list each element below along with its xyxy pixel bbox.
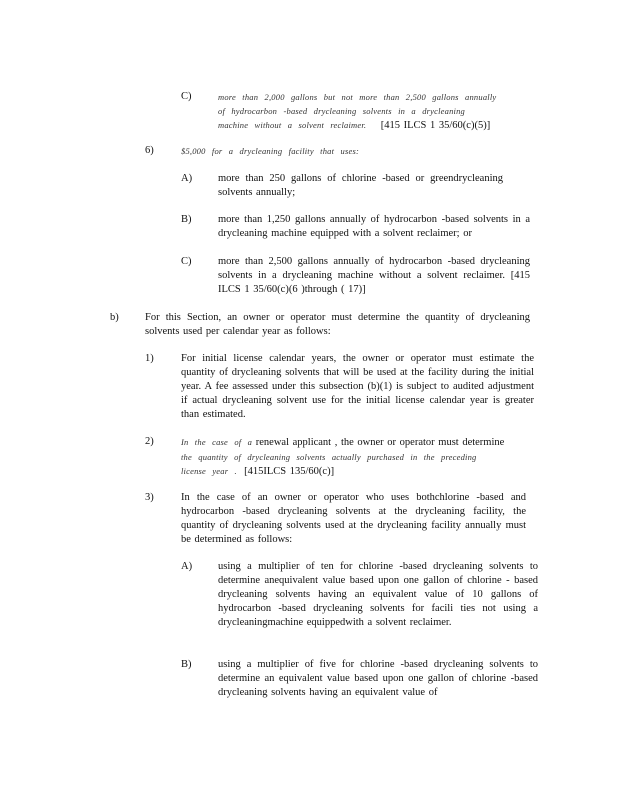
- statutory-paragraph: [181, 144, 521, 158]
- paragraph: more than 2,500 gallons annually of hydrocarbon -based drycleaning solvents in a drycleaning machine without a solvent reclaimer. [415 ILCS 1 35/60(c)(6 )through ( 17)]: [218, 256, 530, 295]
- paragraph: For initial license calendar years, the owner or operator must estimate the quantity of drycleaning solvents that will be used at the facility during the initial year. A fee assessed under this subsection (b)(1) is subject to audited adjustment if actual drycleaning solvent use for the initial license calendar year is greater than estimated.: [181, 353, 534, 420]
- text-line: In the case of a: [181, 437, 253, 447]
- text-line: machine without a solvent reclaimer.: [218, 120, 367, 130]
- text-line: renewal applicant , the owner or operator must determine: [255, 437, 505, 448]
- paragraph: more than 250 gallons of chlorine -based or greendrycleaning solvents annually;: [218, 173, 503, 198]
- paragraph: using a multiplier of ten for chlorine -based drycleaning solvents to determine anequivalent value based upon one gallon of chlorine - based drycleaning solvents having an equivalent value of 10 gallons of hydrocarbon -based drycleaning solvents for facili ties not using a drycleaningmachine equippedwith a solvent reclaimer.: [218, 561, 538, 628]
- statutory-paragraph: [181, 435, 534, 479]
- item-label: A): [181, 561, 193, 572]
- text-line: the quantity of drycleaning solvents actually purchased in the preceding: [181, 452, 477, 462]
- paragraph: For this Section, an owner or operator must determine the quantity of drycleaning solvents used per calendar year as follows:: [145, 312, 530, 337]
- statutory-paragraph: [218, 90, 530, 133]
- item-label: C): [181, 256, 192, 267]
- item-label: 3): [145, 492, 154, 503]
- text-line: more than 2,000 gallons but not more than 2,500 gallons annually: [218, 92, 497, 102]
- citation: [415ILCS 135/60(c)]: [244, 466, 335, 477]
- item-label: 1): [145, 353, 154, 364]
- item-label: 2): [145, 436, 154, 447]
- text-line: license year .: [181, 466, 237, 476]
- item-label: A): [181, 173, 193, 184]
- paragraph: In the case of an owner or operator who uses bothchlorine -based and hydrocarbon -based drycleaning solvents at the drycleaning facility, the quantity of drycleaning solvents used at the drycleaning facility annually must be determined as follows:: [181, 492, 526, 545]
- section-label: b): [110, 312, 119, 323]
- item-label: C): [181, 91, 192, 102]
- item-label: B): [181, 659, 192, 670]
- text-line: of hydrocarbon -based drycleaning solvents in a drycleaning: [218, 106, 465, 116]
- item-label: 6): [145, 145, 154, 156]
- paragraph: using a multiplier of five for chlorine -based drycleaning solvents to determine an equivalent value based upon one gallon of chlorine -based drycleaning solvents having an equivalent value of: [218, 659, 538, 698]
- text-line: $5,000 for a drycleaning facility that uses:: [181, 146, 359, 156]
- paragraph: more than 1,250 gallons annually of hydrocarbon -based solvents in a drycleaning machine equipped with a solvent reclaimer; or: [218, 214, 530, 239]
- item-label: B): [181, 214, 192, 225]
- citation: [415 ILCS 1 35/60(c)(5)]: [380, 120, 491, 131]
